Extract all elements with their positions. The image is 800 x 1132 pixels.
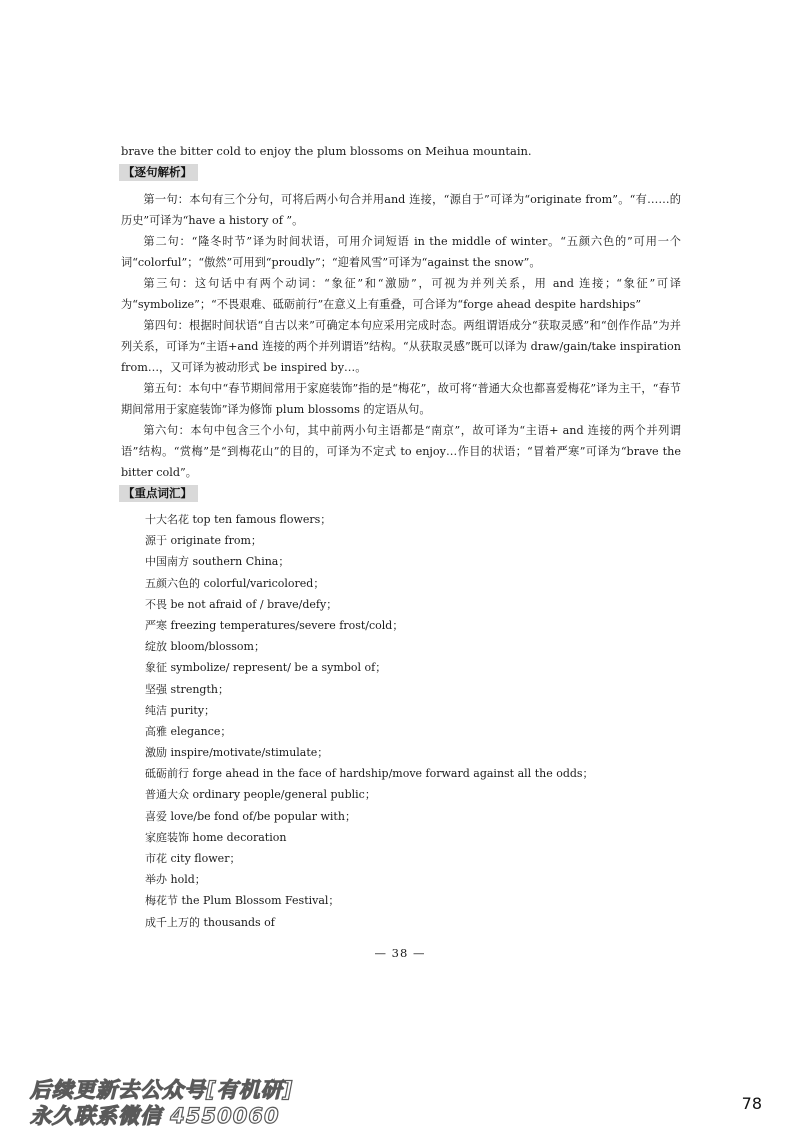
vocab-item: 五颜六色的 colorful/varicolored； bbox=[145, 576, 325, 590]
vocab-list bbox=[145, 509, 594, 933]
vocab-item: 不畏 be not afraid of / brave/defy； bbox=[145, 597, 338, 611]
vocab-item: 严寒 freezing temperatures/severe frost/cold； bbox=[145, 618, 404, 632]
analysis-paragraph: 第二句：“隆冬时节”译为时间状语，可用介词短语 in the middle of winter。“五颜六色的”可用一个词“colorful”；“傲然”可用到“proudly”；“迎着风雪”可译为“against the snow”。 bbox=[121, 235, 681, 269]
vocab-item: 象征 symbolize/ represent/ be a symbol of； bbox=[145, 661, 387, 675]
vocab-item: 十大名花 top ten famous flowers； bbox=[145, 513, 332, 526]
vocab-item: 喜爱 love/be fond of/be popular with； bbox=[145, 809, 356, 823]
vocab-item: 激励 inspire/motivate/stimulate； bbox=[145, 746, 329, 760]
vocab-item: 纯洁 purity； bbox=[145, 703, 216, 717]
watermark-line-2: 永久联系微信 4550060 bbox=[30, 1104, 280, 1128]
watermark-line-1: 后续更新去公众号[有机研] bbox=[30, 1078, 294, 1102]
page-number: — 38 — bbox=[374, 946, 426, 960]
vocab-item: 中国南方 southern China； bbox=[145, 555, 290, 569]
analysis-section-header: 【逐句解析】 bbox=[119, 164, 198, 181]
analysis-paragraph: 第六句：本句中包含三个小句，其中前两小句主语都是“南京”，故可译为“主语+ and 连接的两个并列谓语”结构。“赏梅”是“到梅花山”的目的，可译为不定式 to enjoy…作目的状语；“冒着严寒”可译为“brave the bitter cold”。 bbox=[121, 424, 681, 479]
vocab-item: 源于 originate from； bbox=[145, 534, 262, 548]
analysis-paragraph: 第三句：这句话中有两个动词：“象征”和“激励”，可视为并列关系，用 and 连接；“象征”可译为“symbolize”；“不畏艰难、砥砺前行”在意义上有重叠，可合译为“forge ahead despite hardships” bbox=[121, 277, 681, 311]
vocab-item: 成千上万的 thousands of bbox=[145, 915, 275, 929]
sentence-analysis-block bbox=[121, 189, 681, 483]
corner-page-number: 78 bbox=[741, 1094, 762, 1113]
intro-sentence: brave the bitter cold to enjoy the plum blossoms on Meihua mountain. bbox=[121, 144, 532, 158]
vocab-item: 举办 hold； bbox=[145, 873, 206, 887]
vocab-item: 家庭装饰 home decoration bbox=[145, 830, 287, 844]
analysis-paragraph: 第五句：本句中“春节期间常用于家庭装饰”指的是“梅花”，故可将“普通大众也都喜爱梅花”译为主干，“春节期间常用于家庭装饰”译为修饰 plum blossoms 的定语从句。 bbox=[121, 382, 681, 416]
vocab-item: 市花 city flower； bbox=[145, 852, 241, 865]
vocab-item: 坚强 strength； bbox=[145, 682, 229, 696]
vocab-section-header: 【重点词汇】 bbox=[119, 485, 198, 502]
vocab-item: 普通大众 ordinary people/general public； bbox=[145, 788, 376, 802]
vocab-item: 高雅 elegance； bbox=[145, 724, 232, 738]
analysis-paragraph: 第四句：根据时间状语“自古以来”可确定本句应采用完成时态。两组谓语成分“获取灵感”和“创作作品”为并列关系，可译为“主语+and 连接的两个并列谓语”结构。“从获取灵感”既可以译为 draw/gain/take inspiration from…，又可译为被动形式 be inspired by…。 bbox=[121, 319, 681, 374]
vocab-item: 梅花节 the Plum Blossom Festival； bbox=[145, 894, 340, 908]
vocab-item: 绽放 bloom/blossom； bbox=[145, 640, 265, 654]
vocab-item: 砥砺前行 forge ahead in the face of hardship/move forward against all the odds； bbox=[145, 767, 594, 781]
analysis-paragraph: 第一句：本句有三个分句，可将后两小句合并用and 连接，“源自于”可译为“originate from”。“有……的历史”可译为“have a history of ”。 bbox=[121, 193, 681, 227]
